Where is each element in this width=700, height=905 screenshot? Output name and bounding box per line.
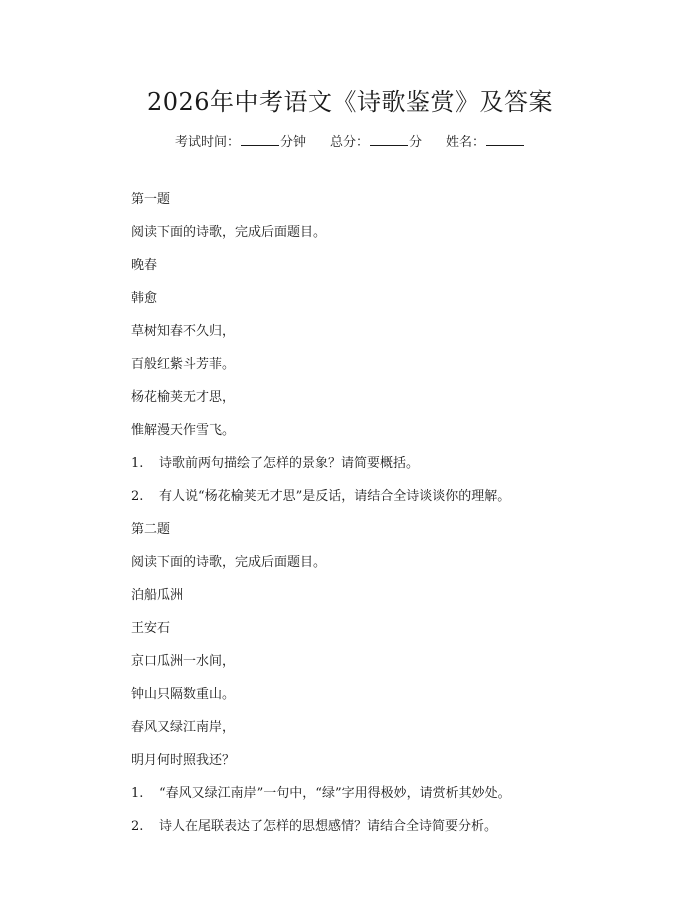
poem-author: 王安石 xyxy=(131,621,171,636)
question-number: 1. xyxy=(131,786,144,801)
poem-line: 春风又绿江南岸， xyxy=(131,720,236,735)
question-number: 2. xyxy=(131,819,144,834)
poem-line: 百般红紫斗芳菲。 xyxy=(131,357,236,372)
question-item xyxy=(131,784,651,804)
question-item xyxy=(131,454,651,474)
question-text: 诗歌前两句描绘了怎样的景象？请简要概括。 xyxy=(159,456,420,471)
student-name-field xyxy=(446,131,525,150)
exam-time-unit: 分钟 xyxy=(279,135,306,150)
poem-line: 杨花榆荚无才思， xyxy=(131,390,236,405)
total-score-label: 总分： xyxy=(329,135,369,150)
exam-time-blank[interactable] xyxy=(241,134,279,146)
student-name-label: 姓名： xyxy=(446,135,486,150)
exam-content xyxy=(131,190,651,850)
poem-title: 泊船瓜洲 xyxy=(131,588,184,603)
question-text: “春风又绿江南岸”一句中，“绿”字用得极妙，请赏析其妙处。 xyxy=(159,786,511,801)
total-score-blank[interactable] xyxy=(370,134,408,146)
section-instruction: 阅读下面的诗歌，完成后面题目。 xyxy=(131,555,327,570)
poem-title: 晚春 xyxy=(131,258,158,273)
poem-author: 韩愈 xyxy=(131,291,158,306)
page-title: 2026年中考语文《诗歌鉴赏》及答案 xyxy=(146,88,554,116)
question-text: 有人说“杨花榆荚无才思”是反话，请结合全诗谈谈你的理解。 xyxy=(159,489,511,504)
exam-time-label: 考试时间： xyxy=(174,135,240,150)
poem-line: 明月何时照我还？ xyxy=(131,753,236,768)
question-number: 1. xyxy=(131,456,144,471)
poem-line: 草树知春不久归， xyxy=(131,324,236,339)
question-number: 2. xyxy=(131,489,144,504)
total-score-unit: 分 xyxy=(409,135,423,150)
section-heading: 第二题 xyxy=(131,522,171,537)
student-name-blank[interactable] xyxy=(486,134,524,146)
poem-line: 钟山只隔数重山。 xyxy=(131,687,236,702)
poem-line: 惟解漫天作雪飞。 xyxy=(131,423,236,438)
exam-info-row xyxy=(0,131,700,150)
total-score-field xyxy=(330,131,422,150)
question-text: 诗人在尾联表达了怎样的思想感情？请结合全诗简要分析。 xyxy=(159,819,498,834)
poem-line: 京口瓜洲一水间， xyxy=(131,654,236,669)
section-instruction: 阅读下面的诗歌，完成后面题目。 xyxy=(131,225,327,240)
question-item xyxy=(131,817,651,837)
section-heading: 第一题 xyxy=(131,192,171,207)
question-item xyxy=(131,487,651,507)
exam-time-field xyxy=(175,131,306,150)
